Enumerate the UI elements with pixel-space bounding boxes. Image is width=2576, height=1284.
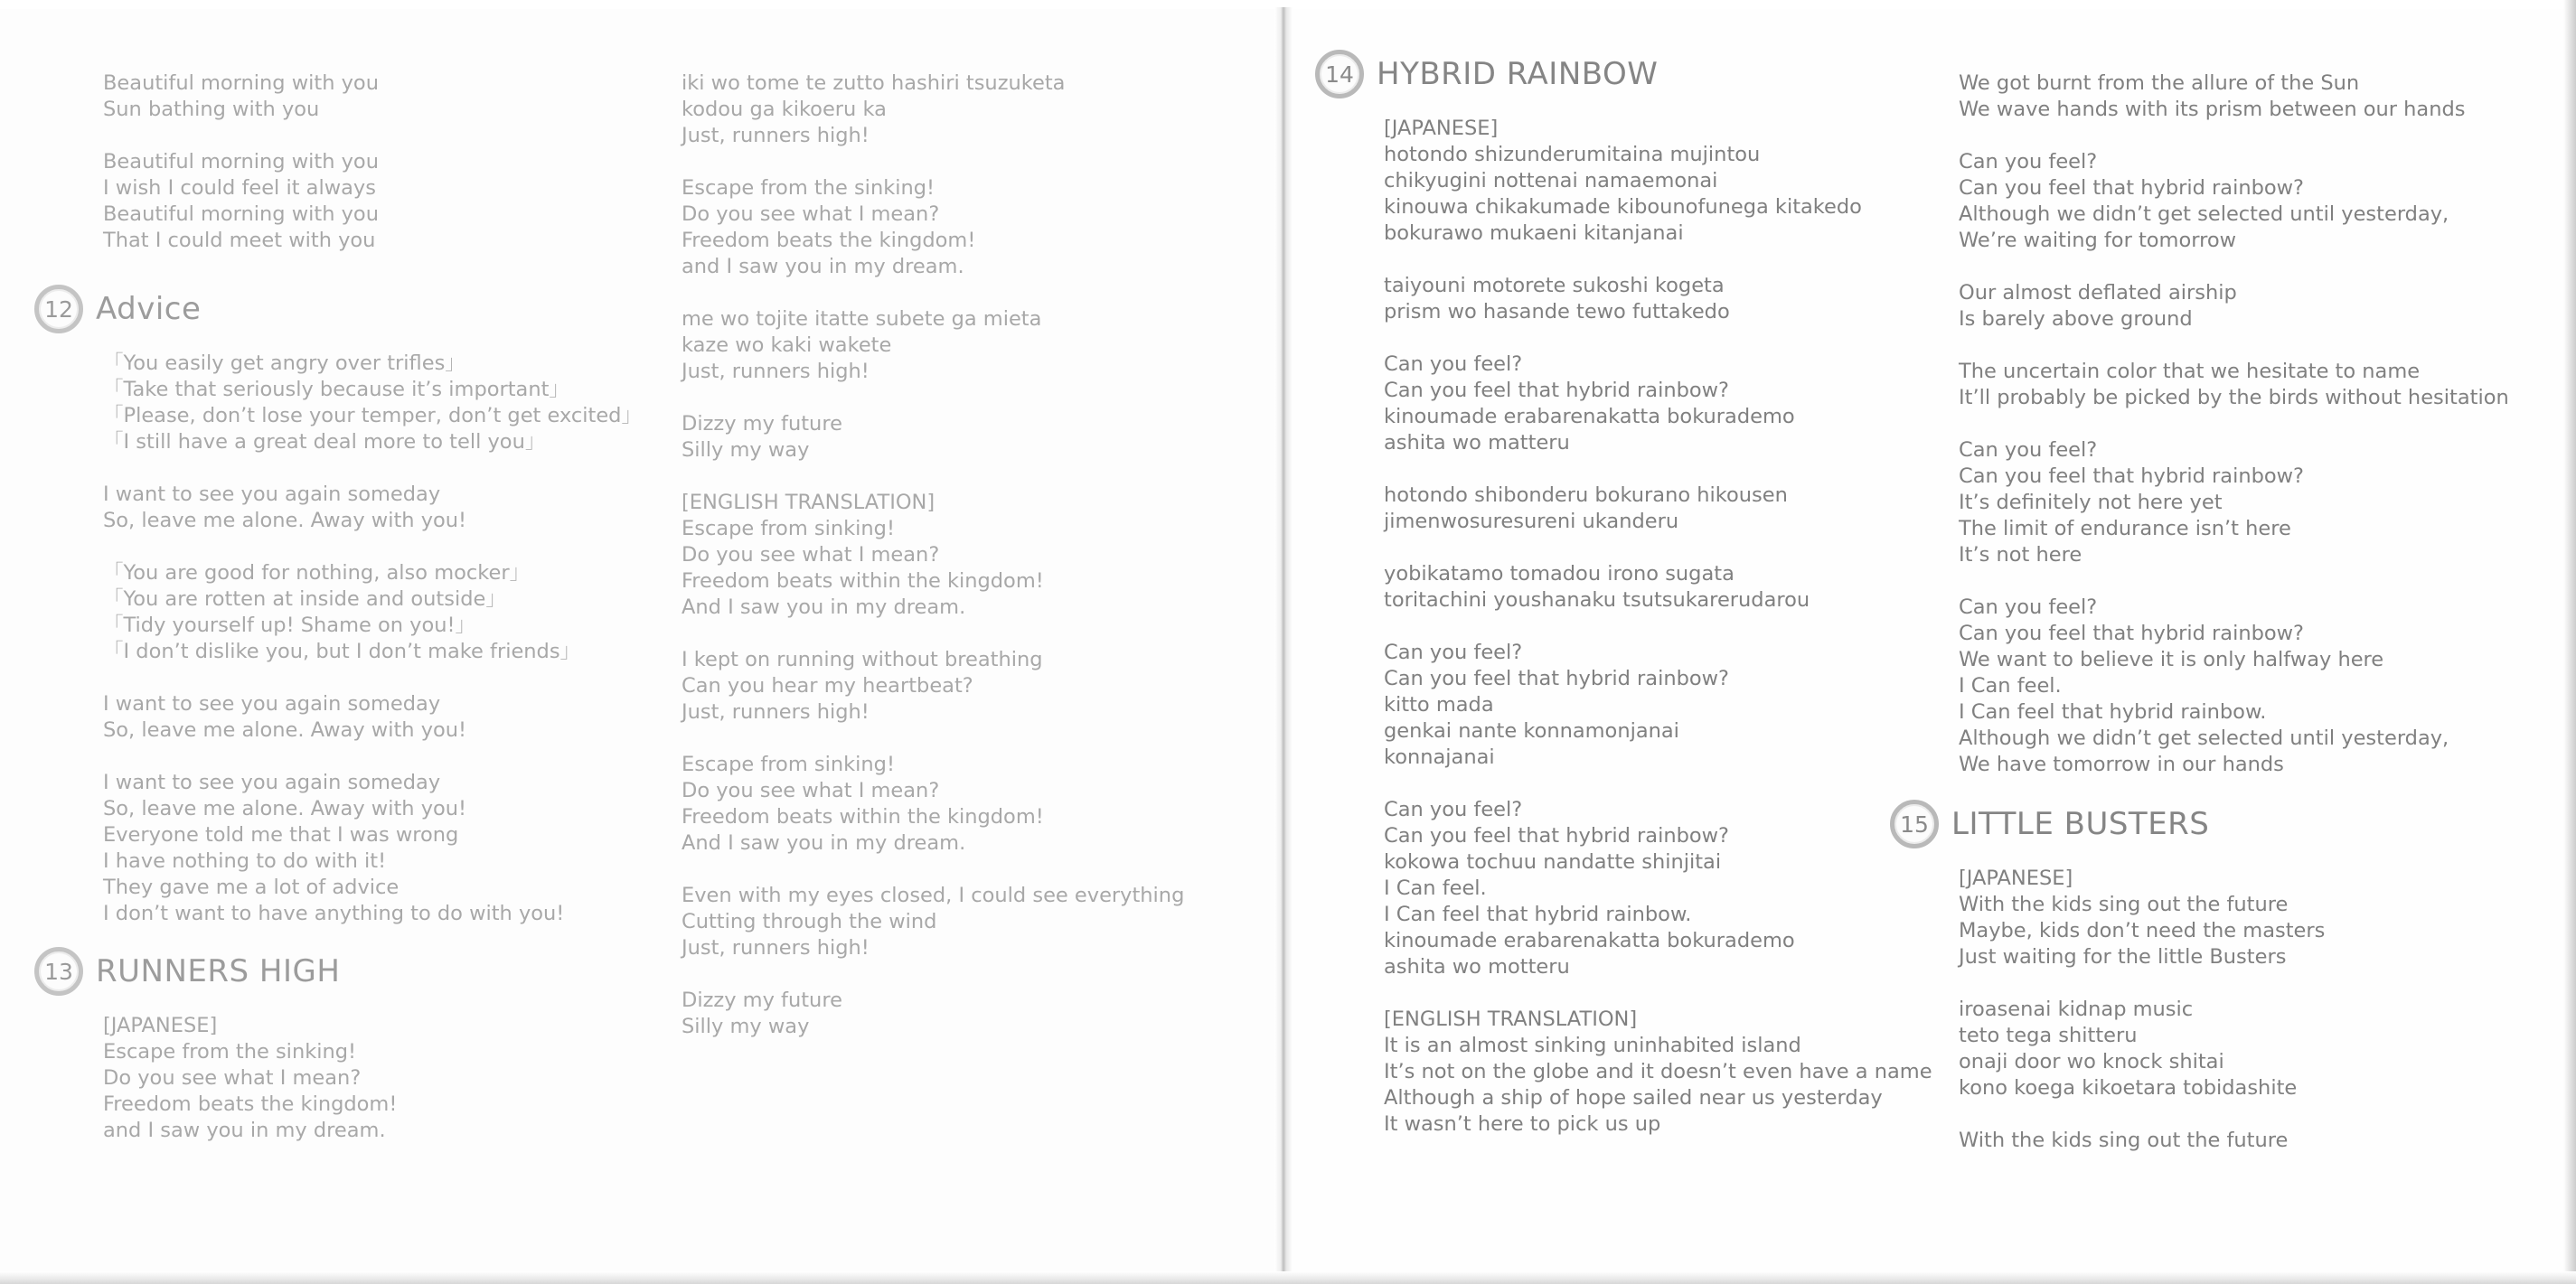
lyric-line: chikyugini nottenai namaemonai bbox=[1384, 169, 1718, 192]
lyric-line: [JAPANESE] bbox=[1384, 117, 1499, 140]
lyric-line: Sun bathing with you bbox=[103, 98, 320, 121]
lyric-stanza bbox=[682, 70, 1260, 149]
track-number-badge: 15 bbox=[1890, 800, 1939, 848]
track-number-badge: 12 bbox=[34, 285, 83, 333]
lyric-line: Even with my eyes closed, I could see everything bbox=[682, 884, 1185, 907]
lyric-line: Cutting through the wind bbox=[682, 910, 937, 933]
song-heading bbox=[1315, 45, 1962, 103]
lyric-stanza bbox=[1384, 483, 1962, 535]
lyric-line: Just waiting for the little Busters bbox=[1959, 945, 2287, 969]
lyric-line: 「You easily get angry over trifles」 bbox=[103, 351, 465, 375]
lyric-line: kinoumade erabarenakatta bokurademo bbox=[1384, 929, 1795, 952]
lyric-line: 「Please, don’t lose your temper, don’t get excited」 bbox=[103, 404, 642, 427]
lyric-line: Is barely above ground bbox=[1959, 307, 2193, 331]
lyric-line: Can you feel? bbox=[1959, 595, 2098, 619]
lyric-line: Freedom beats within the kingdom! bbox=[682, 805, 1044, 829]
lyric-line: Freedom beats the kingdom! bbox=[682, 229, 976, 252]
lyric-line: kodou ga kikoeru ka bbox=[682, 98, 887, 121]
lyric-line: iki wo tome te zutto hashiri tsuzuketa bbox=[682, 71, 1066, 95]
lyric-line: ashita wo motteru bbox=[1384, 955, 1570, 979]
lyric-stanza bbox=[103, 482, 682, 534]
track-number-badge: 14 bbox=[1315, 50, 1364, 98]
lyric-stanza bbox=[103, 149, 682, 254]
song-heading bbox=[1890, 795, 2546, 853]
lyric-line: Do you see what I mean? bbox=[682, 543, 940, 567]
lyric-line: taiyouni motorete sukoshi kogeta bbox=[1384, 274, 1725, 297]
lyric-stanza bbox=[1959, 280, 2546, 333]
lyric-line: Although we didn’t get selected until yesterday, bbox=[1959, 726, 2449, 750]
lyric-stanza bbox=[682, 490, 1260, 621]
lyric-stanza bbox=[103, 560, 682, 665]
lyric-stanza bbox=[682, 988, 1260, 1040]
lyric-line: Everyone told me that I was wrong bbox=[103, 823, 459, 847]
lyric-line: kaze wo kaki wakete bbox=[682, 333, 892, 357]
lyric-line: kono koega kikoetara tobidashite bbox=[1959, 1076, 2298, 1100]
lyric-line: 「Take that seriously because it’s important」 bbox=[103, 378, 569, 401]
lyric-line: [JAPANESE] bbox=[103, 1014, 218, 1037]
lyric-line: Can you feel that hybrid rainbow? bbox=[1384, 824, 1729, 848]
lyric-line: Freedom beats the kingdom! bbox=[103, 1092, 398, 1116]
lyric-line: ashita wo matteru bbox=[1384, 431, 1570, 455]
lyric-line: Freedom beats within the kingdom! bbox=[682, 569, 1044, 593]
lyric-line: Escape from the sinking! bbox=[682, 176, 935, 200]
lyric-line: and I saw you in my dream. bbox=[103, 1119, 386, 1142]
lyric-line: Can you feel? bbox=[1959, 150, 2098, 173]
lyric-line: Can you feel that hybrid rainbow? bbox=[1959, 176, 2304, 200]
lyric-line: 「You are good for nothing, also mocker」 bbox=[103, 561, 531, 585]
lyric-line: Beautiful morning with you bbox=[103, 71, 379, 95]
lyric-stanza bbox=[1959, 866, 2546, 970]
left-column-1 bbox=[44, 70, 682, 1170]
song-title: RUNNERS HIGH bbox=[96, 953, 341, 989]
lyric-line: [ENGLISH TRANSLATION] bbox=[682, 491, 935, 514]
lyric-stanza bbox=[1384, 640, 1962, 771]
lyric-line: They gave me a lot of advice bbox=[103, 876, 400, 899]
lyric-line: The limit of endurance isn’t here bbox=[1959, 517, 2291, 540]
lyric-line: teto tega shitteru bbox=[1959, 1024, 2138, 1047]
right-column-1 bbox=[1325, 56, 1962, 1164]
lyric-line: kokowa tochuu nandatte shinjitai bbox=[1384, 850, 1722, 874]
lyric-line: I kept on running without breathing bbox=[682, 648, 1043, 671]
song-13 bbox=[44, 942, 682, 1144]
lyric-line: I don’t want to have anything to do with you! bbox=[103, 902, 565, 925]
page-edge-shadow bbox=[2563, 0, 2576, 1284]
song-13-continued bbox=[682, 70, 1260, 1040]
lyric-line: I Can feel that hybrid rainbow. bbox=[1384, 903, 1692, 926]
lyric-line: I want to see you again someday bbox=[103, 483, 441, 506]
lyric-line: Although we didn’t get selected until yesterday, bbox=[1959, 202, 2449, 226]
lyric-line: I want to see you again someday bbox=[103, 692, 441, 716]
lyric-line: Dizzy my future bbox=[682, 989, 842, 1012]
lyric-line: kinouwa chikakumade kibounofunega kitakedo bbox=[1384, 195, 1862, 219]
lyric-line: Can you feel? bbox=[1959, 438, 2098, 462]
lyric-line: So, leave me alone. Away with you! bbox=[103, 718, 467, 742]
lyric-line: Can you feel? bbox=[1384, 352, 1523, 376]
lyric-line: Silly my way bbox=[682, 1015, 810, 1038]
lyric-line: Maybe, kids don’t need the masters bbox=[1959, 919, 2326, 942]
lyric-line: We want to believe it is only halfway here bbox=[1959, 648, 2384, 671]
lyric-stanza bbox=[1384, 273, 1962, 325]
left-column-2 bbox=[682, 70, 1260, 1066]
lyric-line: It wasn’t here to pick us up bbox=[1384, 1112, 1661, 1136]
lyric-line: Escape from sinking! bbox=[682, 517, 895, 540]
lyric-stanza bbox=[1959, 997, 2546, 1101]
song-heading bbox=[34, 280, 682, 338]
lyric-line: kitto mada bbox=[1384, 693, 1494, 717]
lyric-line: Can you feel? bbox=[1384, 641, 1523, 664]
lyric-line: 「You are rotten at inside and outside」 bbox=[103, 587, 506, 611]
song-title: HYBRID RAINBOW bbox=[1377, 56, 1659, 92]
lyric-line: Do you see what I mean? bbox=[682, 202, 940, 226]
lyric-line: With the kids sing out the future bbox=[1959, 1129, 2289, 1152]
lyric-line: So, leave me alone. Away with you! bbox=[103, 797, 467, 820]
lyric-line: And I saw you in my dream. bbox=[682, 595, 966, 619]
lyrics bbox=[1384, 116, 1962, 1138]
lyric-stanza bbox=[682, 411, 1260, 464]
song-heading bbox=[34, 942, 682, 1000]
lyric-line: kinoumade erabarenakatta bokurademo bbox=[1384, 405, 1795, 428]
lyrics bbox=[103, 1013, 682, 1144]
booklet-spine bbox=[1274, 7, 1293, 1277]
lyric-line: It’ll probably be picked by the birds without hesitation bbox=[1959, 386, 2509, 409]
song-11-continued bbox=[103, 70, 682, 254]
lyric-line: I have nothing to do with it! bbox=[103, 849, 387, 873]
lyric-line: hotondo shibonderu bokurano hikousen bbox=[1384, 483, 1788, 507]
lyric-line: Escape from sinking! bbox=[682, 753, 895, 776]
lyric-line: [ENGLISH TRANSLATION] bbox=[1384, 1008, 1638, 1031]
lyric-line: jimenwosuresureni ukanderu bbox=[1384, 510, 1679, 533]
lyric-stanza bbox=[1384, 1007, 1962, 1138]
lyrics bbox=[1959, 866, 2546, 1154]
lyric-line: So, leave me alone. Away with you! bbox=[103, 509, 467, 532]
lyric-stanza bbox=[103, 770, 682, 927]
lyric-stanza bbox=[103, 691, 682, 744]
lyric-stanza bbox=[1959, 437, 2546, 568]
song-15 bbox=[1900, 795, 2546, 1154]
lyric-stanza bbox=[103, 70, 682, 123]
lyric-line: Our almost deflated airship bbox=[1959, 281, 2237, 305]
lyric-stanza bbox=[1384, 351, 1962, 456]
lyric-line: 「I still have a great deal more to tell you」 bbox=[103, 430, 546, 454]
lyric-line: iroasenai kidnap music bbox=[1959, 998, 2194, 1021]
lyric-line: Just, runners high! bbox=[682, 936, 870, 960]
lyric-line: We got burnt from the allure of the Sun bbox=[1959, 71, 2360, 95]
lyric-line: Although a ship of hope sailed near us yesterday bbox=[1384, 1086, 1883, 1110]
lyric-line: 「Tidy yourself up! Shame on you!」 bbox=[103, 614, 476, 637]
lyric-line: Escape from the sinking! bbox=[103, 1040, 357, 1064]
lyric-line: [JAPANESE] bbox=[1959, 867, 2073, 890]
lyric-line: It’s not on the globe and it doesn’t even have a name bbox=[1384, 1060, 1932, 1083]
lyric-stanza bbox=[1959, 149, 2546, 254]
lyric-stanza bbox=[1384, 116, 1962, 247]
lyric-line: yobikatamo tomadou irono sugata bbox=[1384, 562, 1735, 586]
lyric-line: We have tomorrow in our hands bbox=[1959, 753, 2284, 776]
lyric-line: Just, runners high! bbox=[682, 124, 870, 147]
lyric-line: bokurawo mukaeni kitanjanai bbox=[1384, 221, 1684, 245]
page-bottom-shadow bbox=[0, 1271, 2576, 1284]
lyric-line: I Can feel. bbox=[1959, 674, 2062, 698]
lyric-stanza bbox=[682, 175, 1260, 280]
lyric-stanza bbox=[1959, 595, 2546, 778]
lyric-line: konnajanai bbox=[1384, 745, 1495, 769]
lyric-line: And I saw you in my dream. bbox=[682, 831, 966, 855]
lyric-stanza bbox=[1384, 797, 1962, 980]
lyric-line: Can you feel? bbox=[1384, 798, 1523, 821]
lyric-line: Silly my way bbox=[682, 438, 810, 462]
lyric-line: me wo tojite itatte subete ga mieta bbox=[682, 307, 1042, 331]
lyric-line: Can you feel that hybrid rainbow? bbox=[1384, 667, 1729, 690]
lyric-stanza bbox=[103, 351, 682, 455]
lyric-line: genkai nante konnamonjanai bbox=[1384, 719, 1679, 743]
song-12 bbox=[44, 280, 682, 927]
lyric-line: Can you hear my heartbeat? bbox=[682, 674, 973, 698]
lyric-line: I Can feel that hybrid rainbow. bbox=[1959, 700, 2267, 724]
lyric-line: It’s not here bbox=[1959, 543, 2082, 567]
track-number-badge: 13 bbox=[34, 947, 83, 996]
lyric-line: We wave hands with its prism between our hands bbox=[1959, 98, 2466, 121]
lyric-line: The uncertain color that we hesitate to name bbox=[1959, 360, 2421, 383]
lyric-stanza bbox=[1959, 70, 2546, 123]
song-title: LITTLE BUSTERS bbox=[1951, 806, 2210, 842]
lyric-line: onaji door wo knock shitai bbox=[1959, 1050, 2224, 1073]
lyric-line: prism wo hasande tewo futtakedo bbox=[1384, 300, 1730, 323]
lyric-line: That I could meet with you bbox=[103, 229, 376, 252]
lyric-line: Can you feel that hybrid rainbow? bbox=[1959, 622, 2304, 645]
lyric-stanza bbox=[682, 647, 1260, 726]
lyric-line: hotondo shizunderumitaina mujintou bbox=[1384, 143, 1761, 166]
lyric-stanza bbox=[103, 1013, 682, 1144]
lyric-line: 「I don’t dislike you, but I don’t make friends」 bbox=[103, 640, 581, 663]
lyric-line: Can you feel that hybrid rainbow? bbox=[1384, 379, 1729, 402]
lyric-line: It’s definitely not here yet bbox=[1959, 491, 2223, 514]
lyric-stanza bbox=[682, 752, 1260, 857]
lyric-line: We’re waiting for tomorrow bbox=[1959, 229, 2237, 252]
lyric-stanza bbox=[1959, 1128, 2546, 1154]
lyric-line: Just, runners high! bbox=[682, 700, 870, 724]
lyric-line: and I saw you in my dream. bbox=[682, 255, 964, 278]
lyric-line: Beautiful morning with you bbox=[103, 150, 379, 173]
lyric-line: I want to see you again someday bbox=[103, 771, 441, 794]
lyric-line: It is an almost sinking uninhabited island bbox=[1384, 1034, 1801, 1057]
lyric-line: Beautiful morning with you bbox=[103, 202, 379, 226]
song-14-continued bbox=[1959, 70, 2546, 778]
lyric-line: Can you feel that hybrid rainbow? bbox=[1959, 464, 2304, 488]
lyric-line: I Can feel. bbox=[1384, 876, 1487, 900]
song-14 bbox=[1325, 45, 1962, 1138]
song-title: Advice bbox=[96, 291, 202, 327]
lyric-line: With the kids sing out the future bbox=[1959, 893, 2289, 916]
lyric-line: I wish I could feel it always bbox=[103, 176, 376, 200]
lyric-stanza bbox=[682, 883, 1260, 961]
lyric-line: Dizzy my future bbox=[682, 412, 842, 436]
right-column-2 bbox=[1900, 70, 2546, 1180]
lyric-stanza bbox=[1384, 561, 1962, 614]
lyric-stanza bbox=[682, 306, 1260, 385]
lyric-line: Just, runners high! bbox=[682, 360, 870, 383]
lyric-stanza bbox=[1959, 359, 2546, 411]
lyrics bbox=[103, 351, 682, 927]
lyric-line: toritachini youshanaku tsutsukarerudarou bbox=[1384, 588, 1810, 612]
lyric-line: Do you see what I mean? bbox=[682, 779, 940, 802]
lyric-line: Do you see what I mean? bbox=[103, 1066, 362, 1090]
